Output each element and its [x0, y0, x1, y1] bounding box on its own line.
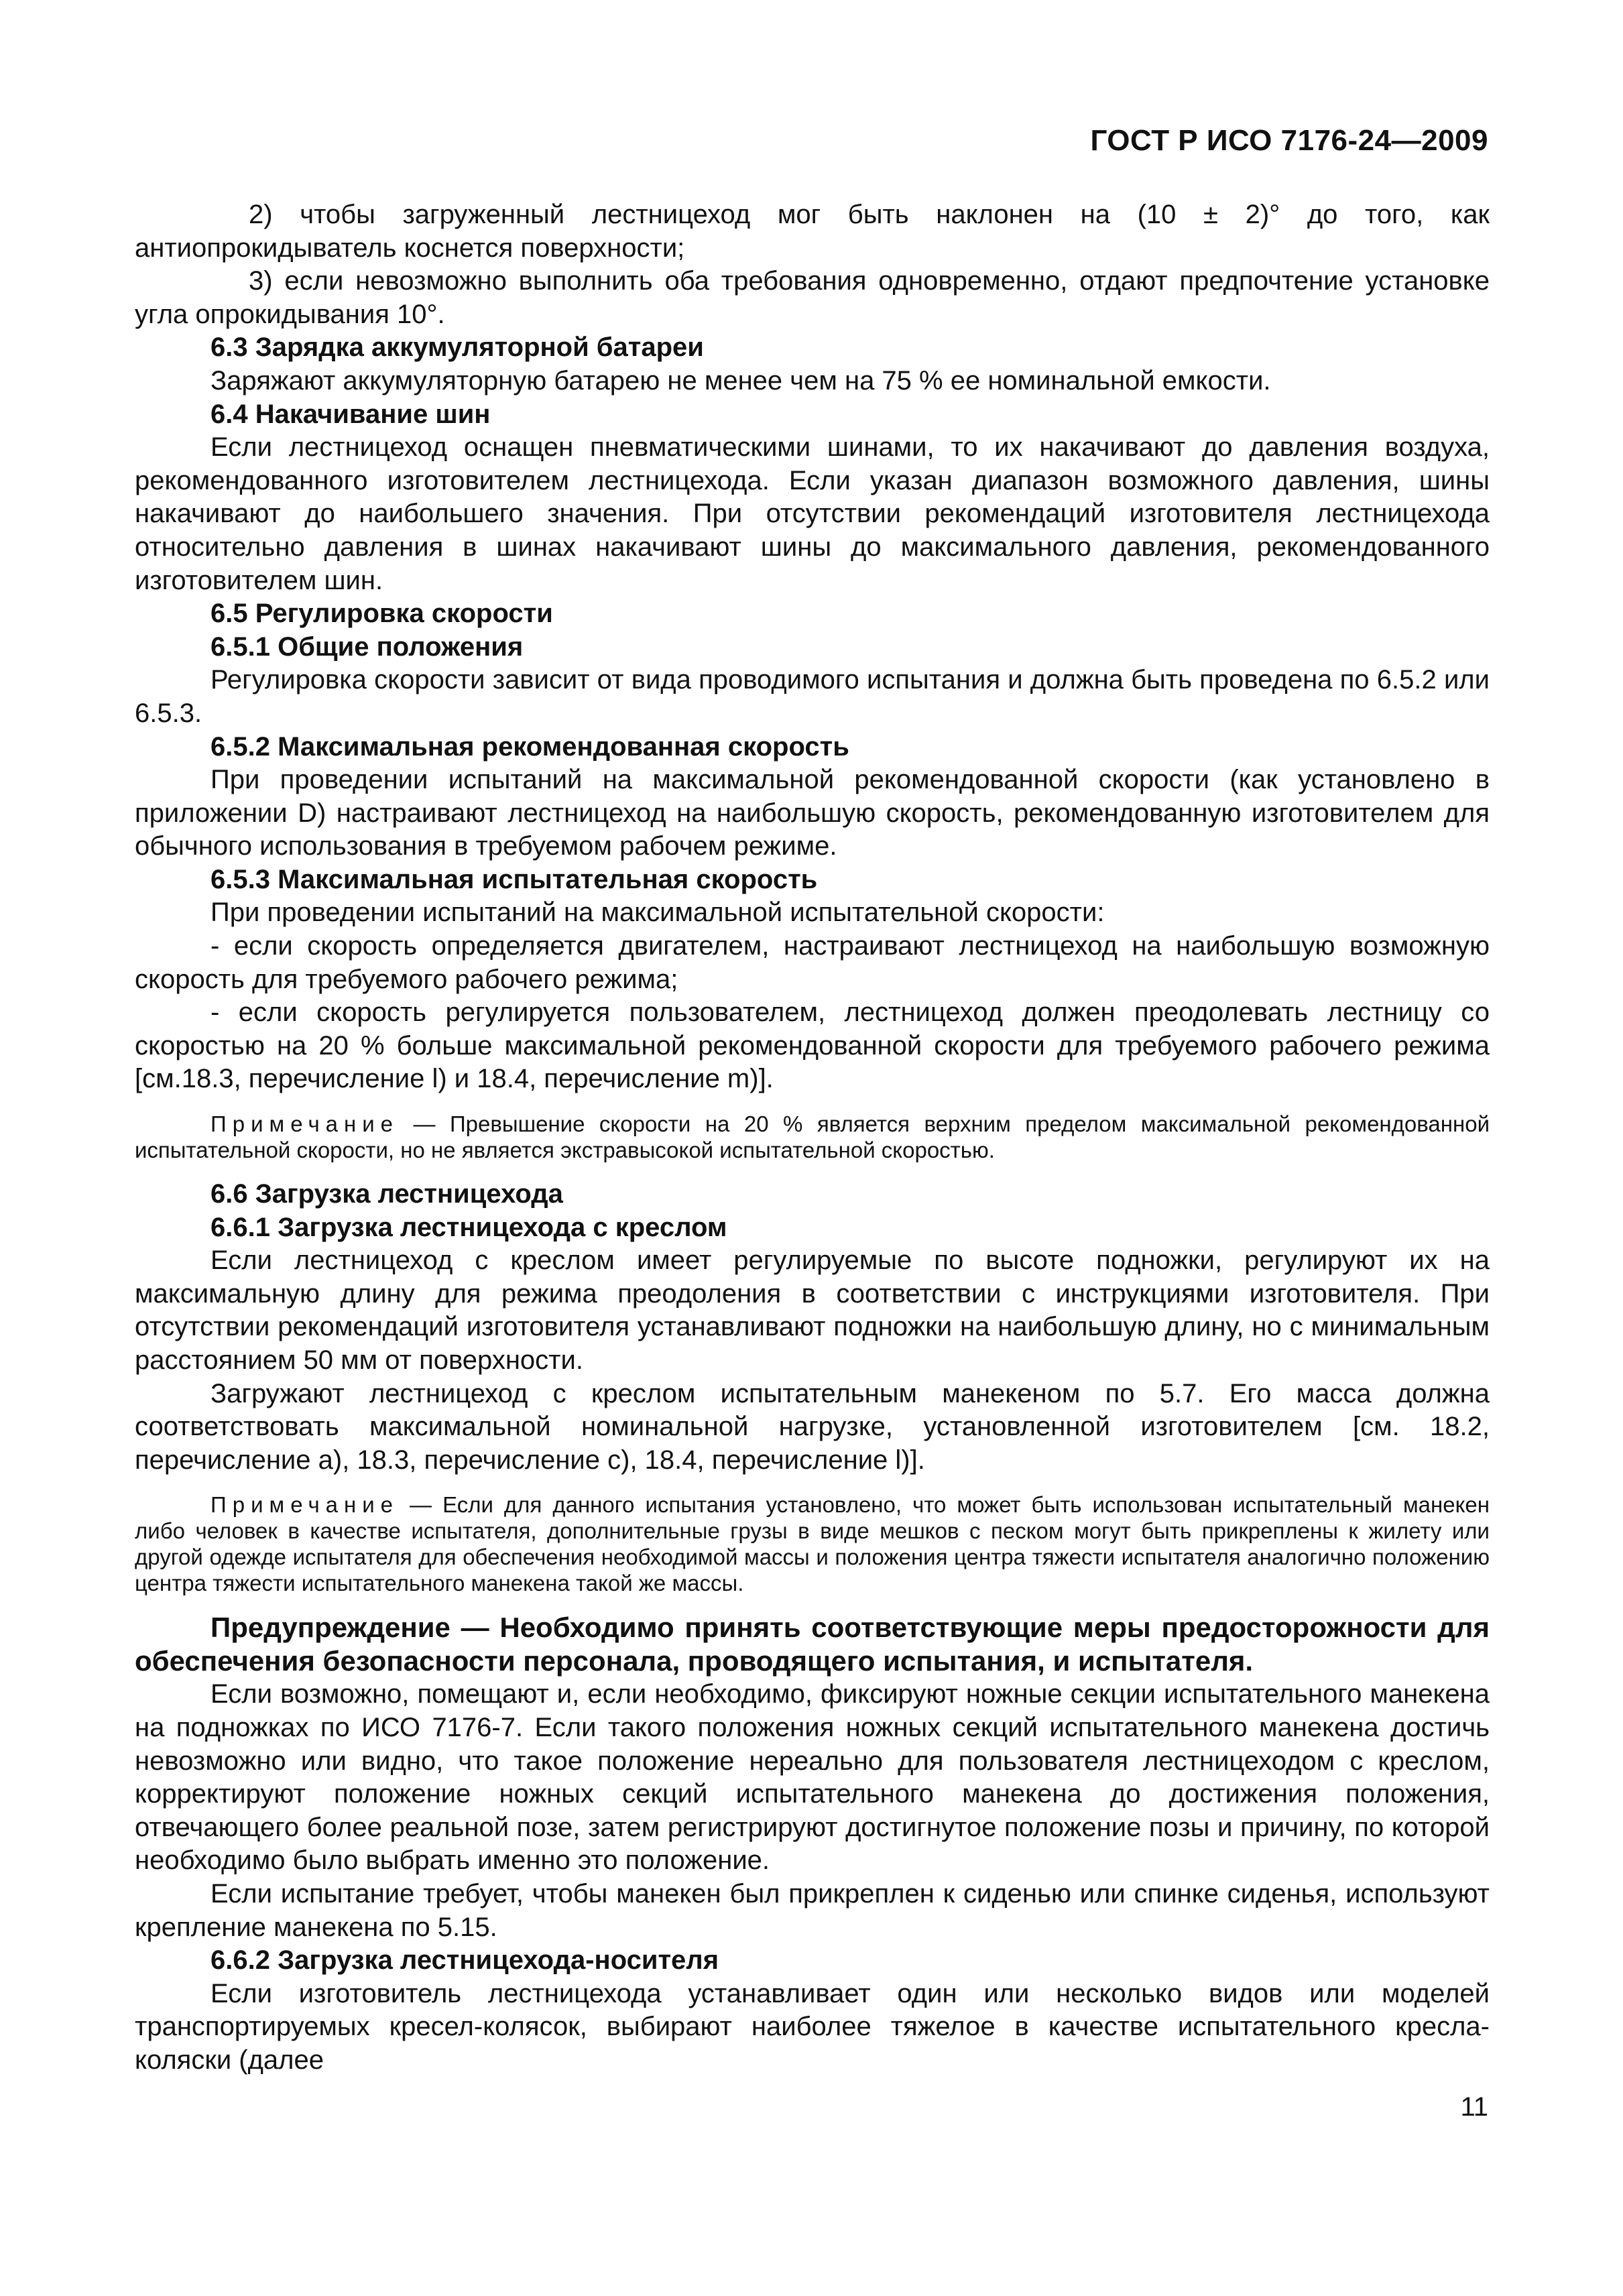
paragraph: 3) если невозможно выполнить оба требования одновременно, отдают предпочтение установке угла опрокидывания 10°.	[135, 266, 1490, 329]
paragraph: При проведении испытаний на максимальной рекомендованной скорости (как установлено в приложении D) настраивают лестницеход на наибольшую скорость, рекомендованную изготовителем для обычного использования в требуемом рабочем режиме.	[135, 765, 1490, 861]
paragraph: Если испытание требует, чтобы манекен был прикреплен к сиденью или спинке сиденья, используют крепление манекена по 5.15.	[135, 1878, 1490, 1942]
paragraph: Если изготовитель лестницехода устанавливает один или несколько видов или моделей транспортируемых кресел-колясок, выбирают наиболее тяжелое в качестве испытательного кресла-коляски (далее	[135, 1978, 1490, 2075]
note-label: Примечание	[211, 1111, 400, 1137]
section-heading-6-5-1: 6.5.1 Общие положения	[211, 631, 524, 662]
note-block	[135, 1492, 1490, 1596]
list-item: - если скорость регулируется пользователем, лестницеход должен преодолевать лестницу со скоростью на 20 % больше максимальной рекомендованной скорости для требуемого рабочего режима [см.18.3, перечисление l) и 18.4, перечисление m)].	[135, 998, 1490, 1094]
paragraph: Если лестницеход оснащен пневматическими шинами, то их накачивают до давления воздуха, рекомендованного изготовителем лестницехода. Если указан диапазон возможного давления, шины накачивают до наибольшего значения. При отсутствии рекомендаций изготовителя лестницехода относительно давления в шинах накачивают шины до максимального давления, рекомендованного изготовителем шин.	[135, 432, 1490, 595]
paragraph: При проведении испытаний на максимальной испытательной скорости:	[211, 898, 1105, 928]
section-heading-6-6-1: 6.6.1 Загрузка лестницехода с креслом	[211, 1212, 727, 1242]
note-text: — Если для данного испытания установлено, что может быть использован испытательный манекен либо человек в качестве испытателя, дополнительные грузы в виде мешков с песком могут быть прикреплены к жилету или другой одежде испытателя для обеспечения необходимой массы и положения центра тяжести испытателя аналогично положению центра тяжести испытательного манекена такой же массы.	[135, 1492, 1490, 1596]
section-heading-6-5: 6.5 Регулировка скорости	[211, 599, 553, 629]
paragraph: Загружают лестницеход с креслом испытательным манекеном по 5.7. Его масса должна соответствовать максимальной номинальной нагрузке, установленной изготовителем [см. 18.2, перечисление а), 18.3, перечисление с), 18.4, перечисление l)].	[135, 1378, 1490, 1475]
note-label: Примечание	[211, 1492, 400, 1518]
section-heading-6-6: 6.6 Загрузка лестницехода	[211, 1179, 563, 1209]
warning-paragraph: Предупреждение — Необходимо принять соответствующие меры предосторожности для обеспечения безопасности персонала, проводящего испытания, и испытателя.	[135, 1612, 1490, 1677]
section-heading-6-3: 6.3 Зарядка аккумуляторной батареи	[211, 333, 704, 363]
paragraph: Регулировка скорости зависит от вида проводимого испытания и должна быть проведена по 6.5.2 или 6.5.3.	[135, 665, 1490, 728]
section-heading-6-5-3: 6.5.3 Максимальная испытательная скорость	[211, 864, 818, 894]
list-item: - если скорость определяется двигателем, настраивают лестницеход на наибольшую возможную скорость для требуемого рабочего режима;	[135, 931, 1490, 994]
page-number: 11	[1460, 2092, 1488, 2122]
section-heading-6-5-2: 6.5.2 Максимальная рекомендованная скорость	[211, 731, 849, 762]
paragraph: Заряжают аккумуляторную батарею не менее чем на 75 % ее номинальной емкости.	[211, 365, 1271, 396]
paragraph: Если лестницеход с креслом имеет регулируемые по высоте подножки, регулируют их на максимальную длину для режима преодоления в соответствии с инструкциями изготовителя. При отсутствии рекомендаций изготовителя устанавливают подножки на наибольшую длину, но с минимальным расстоянием 50 мм от поверхности.	[135, 1246, 1490, 1375]
section-heading-6-6-2: 6.6.2 Загрузка лестницехода-носителя	[211, 1945, 719, 1976]
document-body	[135, 198, 1490, 2077]
section-heading-6-4: 6.4 Накачивание шин	[211, 399, 491, 429]
note-block	[135, 1111, 1490, 1163]
note-text: — Превышение скорости на 20 % является верхним пределом максимальной рекомендованной испытательной скорости, но не является экстравысокой испытательной скоростью.	[135, 1111, 1490, 1163]
document-code-header: ГОСТ Р ИСО 7176-24—2009	[1090, 124, 1488, 157]
paragraph: 2) чтобы загруженный лестницеход мог быть наклонен на (10 ± 2)° до того, как антиопрокидыватель коснется поверхности;	[135, 200, 1490, 263]
paragraph: Если возможно, помещают и, если необходимо, фиксируют ножные секции испытательного манекена на подножках по ИСО 7176-7. Если такого положения ножных секций испытательного манекена достичь невозможно или видно, что такое положение нереально для пользователя лестницеходом с креслом, корректируют положение ножных секций испытательного манекена до достижения положения, отвечающего более реальной позе, затем регистрируют достигнутое положение позы и причину, по которой необходимо было выбрать именно это положение.	[135, 1679, 1490, 1876]
